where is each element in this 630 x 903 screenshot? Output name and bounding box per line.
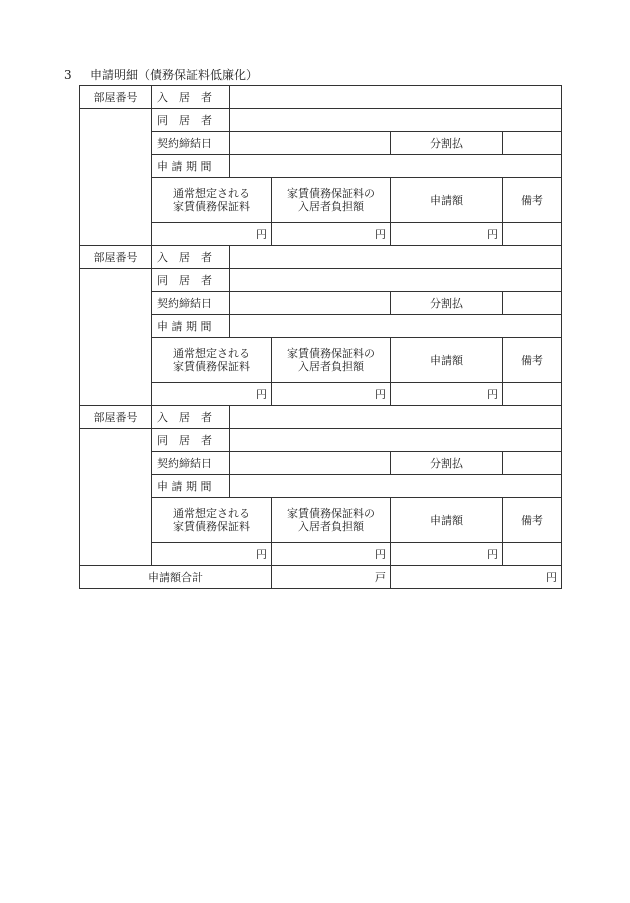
remarks-header: 備考 — [503, 338, 562, 383]
resident-label: 入 居 者 — [152, 246, 230, 269]
fee-header-row — [80, 178, 562, 223]
application-amount-header: 申請額 — [391, 338, 503, 383]
application-amount-header: 申請額 — [391, 498, 503, 543]
normal-fee-header-line2: 家賃債務保証料 — [173, 200, 250, 213]
section-heading — [64, 66, 258, 83]
cohabitant-label: 同 居 者 — [152, 109, 230, 132]
application-period-row — [80, 475, 562, 498]
cohabitant-input[interactable] — [230, 109, 562, 132]
total-amount-cell[interactable] — [391, 566, 562, 589]
room-number-row — [80, 246, 562, 269]
cohabitant-input[interactable] — [230, 429, 562, 452]
room-number-input[interactable] — [80, 109, 152, 246]
installment-label: 分割払 — [391, 452, 503, 475]
remarks-header: 備考 — [503, 178, 562, 223]
contract-date-row — [80, 452, 562, 475]
normal-fee-header-line2: 家賃債務保証料 — [173, 360, 250, 373]
yen-unit: 円 — [256, 387, 267, 401]
resident-label: 入 居 者 — [152, 86, 230, 109]
normal-fee-header-line2: 家賃債務保証料 — [173, 520, 250, 533]
contract-date-input[interactable] — [230, 292, 391, 315]
application-detail-table — [79, 85, 562, 589]
resident-label: 入 居 者 — [152, 406, 230, 429]
installment-input[interactable] — [503, 292, 562, 315]
normal-fee-header — [152, 338, 272, 383]
cohabitant-row — [80, 269, 562, 292]
application-period-input[interactable] — [230, 315, 562, 338]
cohabitant-label: 同 居 者 — [152, 429, 230, 452]
yen-unit: 円 — [375, 547, 386, 561]
fee-value-row — [80, 543, 562, 566]
cohabitant-row — [80, 429, 562, 452]
application-period-label: 申 請 期 間 — [152, 155, 230, 178]
contract-date-label: 契約締結日 — [152, 132, 230, 155]
contract-date-input[interactable] — [230, 132, 391, 155]
resident-burden-header — [272, 338, 391, 383]
room-number-row — [80, 406, 562, 429]
yen-unit: 円 — [375, 227, 386, 241]
yen-unit: 円 — [256, 547, 267, 561]
room-number-label: 部屋番号 — [80, 406, 152, 429]
normal-fee-header-line1: 通常想定される — [173, 347, 250, 360]
resident-burden-header — [272, 178, 391, 223]
remarks-header: 備考 — [503, 498, 562, 543]
application-period-row — [80, 315, 562, 338]
application-period-input[interactable] — [230, 475, 562, 498]
normal-fee-cell[interactable] — [152, 383, 272, 406]
room-number-input[interactable] — [80, 429, 152, 566]
installment-input[interactable] — [503, 452, 562, 475]
remarks-input[interactable] — [503, 543, 562, 566]
yen-unit: 円 — [487, 387, 498, 401]
contract-date-row — [80, 292, 562, 315]
resident-input[interactable] — [230, 86, 562, 109]
yen-unit: 円 — [487, 227, 498, 241]
section-title: 申請明細（債務保証料低廉化） — [90, 68, 259, 82]
resident-burden-header — [272, 498, 391, 543]
yen-unit: 円 — [256, 227, 267, 241]
remarks-input[interactable] — [503, 223, 562, 246]
resident-burden-header-line1: 家賃債務保証料の — [287, 187, 375, 200]
fee-value-row — [80, 383, 562, 406]
total-label: 申請額合計 — [80, 566, 272, 589]
installment-label: 分割払 — [391, 292, 503, 315]
cohabitant-input[interactable] — [230, 269, 562, 292]
cohabitant-label: 同 居 者 — [152, 269, 230, 292]
yen-unit: 円 — [375, 387, 386, 401]
resident-burden-header-line2: 入居者負担額 — [298, 520, 364, 533]
resident-input[interactable] — [230, 246, 562, 269]
application-amount-cell[interactable] — [391, 223, 503, 246]
application-period-row — [80, 155, 562, 178]
application-amount-header: 申請額 — [391, 178, 503, 223]
contract-date-row — [80, 132, 562, 155]
application-period-input[interactable] — [230, 155, 562, 178]
household-unit: 戸 — [375, 570, 386, 584]
installment-input[interactable] — [503, 132, 562, 155]
normal-fee-header-line1: 通常想定される — [173, 187, 250, 200]
application-period-label: 申 請 期 間 — [152, 475, 230, 498]
cohabitant-row — [80, 109, 562, 132]
room-number-input[interactable] — [80, 269, 152, 406]
room-number-label: 部屋番号 — [80, 246, 152, 269]
installment-label: 分割払 — [391, 132, 503, 155]
contract-date-label: 契約締結日 — [152, 452, 230, 475]
fee-header-row — [80, 498, 562, 543]
remarks-input[interactable] — [503, 383, 562, 406]
room-number-label: 部屋番号 — [80, 86, 152, 109]
normal-fee-cell[interactable] — [152, 223, 272, 246]
yen-unit: 円 — [487, 547, 498, 561]
resident-burden-cell[interactable] — [272, 223, 391, 246]
total-row — [80, 566, 562, 589]
application-period-label: 申 請 期 間 — [152, 315, 230, 338]
resident-burden-header-line2: 入居者負担額 — [298, 200, 364, 213]
normal-fee-header-line1: 通常想定される — [173, 507, 250, 520]
room-number-row — [80, 86, 562, 109]
application-amount-cell[interactable] — [391, 383, 503, 406]
resident-burden-header-line1: 家賃債務保証料の — [287, 507, 375, 520]
resident-burden-header-line1: 家賃債務保証料の — [287, 347, 375, 360]
resident-burden-cell[interactable] — [272, 543, 391, 566]
resident-burden-header-line2: 入居者負担額 — [298, 360, 364, 373]
normal-fee-header — [152, 178, 272, 223]
fee-header-row — [80, 338, 562, 383]
yen-unit: 円 — [546, 570, 558, 584]
resident-burden-cell[interactable] — [272, 383, 391, 406]
resident-input[interactable] — [230, 406, 562, 429]
application-amount-cell[interactable] — [391, 543, 503, 566]
normal-fee-header — [152, 498, 272, 543]
contract-date-label: 契約締結日 — [152, 292, 230, 315]
total-households-cell[interactable] — [272, 566, 391, 589]
normal-fee-cell[interactable] — [152, 543, 272, 566]
fee-value-row — [80, 223, 562, 246]
section-number: 3 — [64, 68, 72, 82]
contract-date-input[interactable] — [230, 452, 391, 475]
